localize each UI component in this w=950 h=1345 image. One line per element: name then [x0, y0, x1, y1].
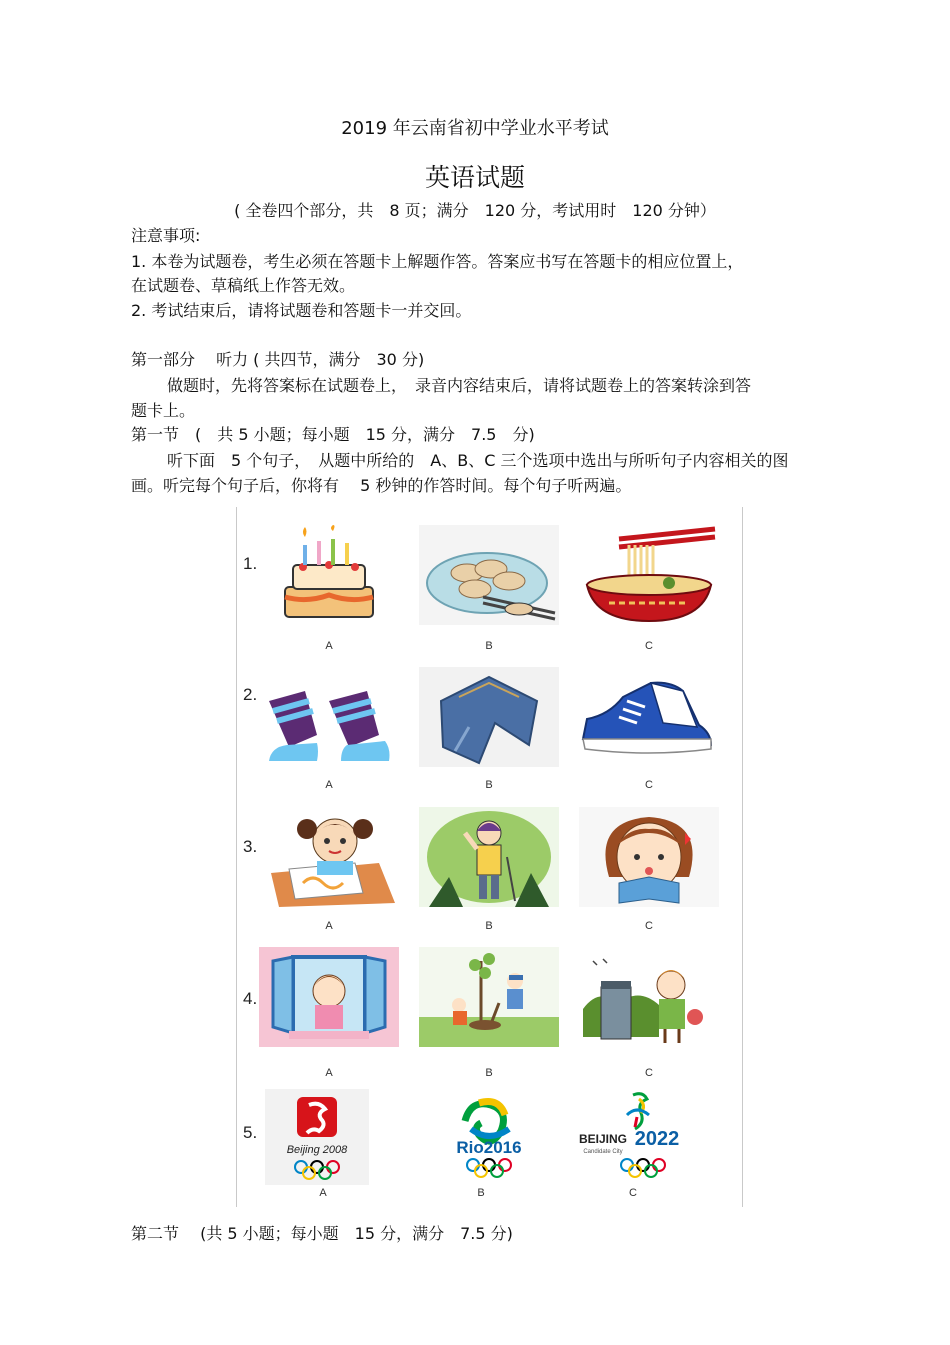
girl-reading-icon	[579, 807, 719, 907]
question-number: 3.	[243, 837, 258, 856]
option-label: B	[485, 1067, 493, 1079]
option-label: A	[325, 640, 333, 652]
option-label: B	[485, 640, 493, 652]
noodle-bowl-icon	[579, 525, 719, 625]
option-label: A	[325, 779, 333, 791]
option-label: C	[645, 640, 653, 652]
svg-text:Beijing 2008: Beijing 2008	[286, 1144, 348, 1156]
section2-heading: 第二节 (共 5 小题；每小题 15 分，满分 7.5 分)	[131, 1224, 513, 1243]
question-number: 4.	[243, 989, 258, 1008]
section1-instruction-line-2: 画。听完每个句子后，你将有 5 秒钟的作答时间。每个句子听两遍。	[131, 476, 632, 495]
girl-taking-out-trash-icon	[579, 947, 719, 1047]
option-label: C	[645, 1067, 653, 1079]
sneakers-icon	[579, 667, 719, 767]
man-hiking-icon	[419, 807, 559, 907]
svg-text:2022: 2022	[634, 1128, 680, 1150]
option-label: C	[645, 920, 653, 932]
gloves-icon	[259, 667, 399, 767]
svg-text:Candidate City: Candidate City	[583, 1149, 623, 1155]
option-label: B	[485, 920, 493, 932]
option-label: C	[629, 1187, 637, 1199]
notes-heading: 注意事项:	[131, 226, 201, 245]
rio-2016-logo-icon	[419, 1089, 559, 1189]
girl-cleaning-window-icon	[259, 947, 399, 1047]
note-item-2: 2. 考试结束后，请将试题卷和答题卡一并交回。	[131, 301, 472, 320]
question-number: 1.	[243, 554, 258, 573]
exam-title: 2019 年云南省初中学业水平考试	[341, 118, 609, 139]
section1-instruction-line-1: 听下面 5 个句子， 从题中所给的 A、B、C 三个选项中选出与所听句子内容相关的图	[167, 451, 789, 470]
subject-title: 英语试题	[424, 163, 525, 192]
part1-instruction-line-2: 题卡上。	[131, 401, 196, 420]
option-label: C	[645, 779, 653, 791]
jeans-icon	[419, 667, 559, 767]
option-label: B	[485, 779, 493, 791]
option-label: B	[477, 1187, 485, 1199]
note-item-1-line-2: 在试题卷、草稿纸上作答无效。	[131, 276, 356, 295]
beijing-2022-logo-icon	[567, 1089, 727, 1189]
option-label: A	[319, 1187, 327, 1199]
exam-info: ( 全卷四个部分，共 8 页；满分 120 分，考试用时 120 分钟）	[234, 201, 716, 220]
girl-drawing-icon	[259, 807, 399, 907]
question-number: 5.	[243, 1123, 258, 1142]
part1-heading: 第一部分 听力 ( 共四节，满分 30 分)	[131, 350, 425, 369]
beijing-2008-logo-icon	[265, 1089, 369, 1185]
listening-picture-figure	[236, 507, 743, 1207]
option-label: A	[325, 1067, 333, 1079]
svg-text:Rio2016: Rio2016	[456, 1138, 522, 1157]
question-number: 2.	[243, 685, 258, 704]
birthday-cake-icon	[259, 525, 399, 625]
note-item-1-line-1: 1. 本卷为试题卷，考生必须在答题卡上解题作答。答案应书写在答题卡的相应位置上，	[131, 252, 744, 271]
svg-text:BEIJING: BEIJING	[578, 1132, 628, 1146]
section1-heading: 第一节 ( 共 5 小题；每小题 15 分，满分 7.5 分)	[131, 425, 535, 444]
planting-tree-icon	[419, 947, 559, 1047]
dumplings-plate-icon	[419, 525, 559, 625]
part1-instruction-line-1: 做题时，先将答案标在试题卷上， 录音内容结束后，请将试题卷上的答案转涂到答	[167, 376, 752, 395]
option-label: A	[325, 920, 333, 932]
